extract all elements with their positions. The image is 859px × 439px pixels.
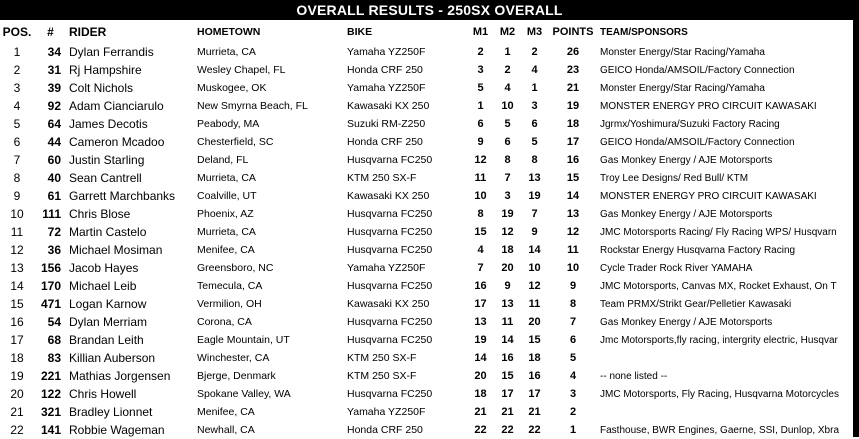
m3-cell: 18 [528,352,541,364]
bike-cell: Yamaha YZ250F [347,262,426,274]
m3-cell: 21 [528,406,541,418]
number-cell: 39 [47,81,61,95]
m3-cell: 19 [528,190,541,202]
rider-cell: Michael Leib [69,279,137,293]
number-cell: 83 [47,351,61,365]
hometown-cell: Phoenix, AZ [197,208,254,220]
team-cell: JMC Motorsports, Canvas MX, Rocket Exhaust, On T [600,280,837,292]
bike-cell: Husqvarna FC250 [347,334,433,346]
m3-cell: 4 [531,64,538,76]
number-cell: 61 [47,189,61,203]
pos-cell: 12 [10,243,24,257]
rider-cell: Jacob Hayes [69,261,139,275]
bike-cell: Husqvarna FC250 [347,154,433,166]
table-row [0,79,853,97]
m3-cell: 15 [528,334,541,346]
m2-cell: 16 [501,352,514,364]
bike-cell: Husqvarna FC250 [347,226,433,238]
rider-cell: Robbie Wageman [69,423,165,437]
points-cell: 9 [569,280,577,292]
m2-cell: 1 [504,46,511,58]
header-m3: M3 [526,26,543,38]
m3-cell: 10 [528,262,541,274]
hometown-cell: Temecula, CA [197,280,263,292]
pos-cell: 20 [10,387,24,401]
points-cell: 15 [566,172,580,184]
m2-cell: 15 [501,370,514,382]
m1-cell: 18 [474,388,487,400]
hometown-cell: Coalville, UT [197,190,257,202]
header-m1: M1 [472,26,489,38]
number-cell: 111 [42,207,61,221]
m3-cell: 11 [528,298,541,310]
team-cell: Monster Energy/Star Racing/Yamaha [600,82,765,94]
m3-cell: 14 [528,244,541,256]
hometown-cell: Corona, CA [197,316,252,328]
m2-cell: 13 [501,298,514,310]
team-cell: Gas Monkey Energy / AJE Motorsports [600,154,773,166]
m3-cell: 8 [531,154,538,166]
team-cell: Rockstar Energy Husqvarna Factory Racing [600,244,796,256]
table-row [0,115,853,133]
m3-cell: 3 [531,100,538,112]
number-cell: 60 [47,153,61,167]
results-table [0,21,853,439]
m2-cell: 17 [501,388,514,400]
points-cell: 12 [566,226,580,238]
pos-cell: 8 [13,171,21,185]
rider-cell: Martin Castelo [69,225,147,239]
right-edge-bar [853,20,859,437]
m2-cell: 12 [501,226,514,238]
number-cell: 170 [40,279,61,293]
hometown-cell: Vermilion, OH [197,298,262,310]
m1-cell: 5 [477,82,484,94]
pos-cell: 3 [13,81,21,95]
hometown-cell: Winchester, CA [197,352,270,364]
team-cell: GEICO Honda/AMSOIL/Factory Connection [600,136,795,148]
table-row [0,385,853,403]
hometown-cell: Murrieta, CA [197,172,256,184]
rider-cell: Garrett Marchbanks [69,189,176,203]
number-cell: 141 [40,423,61,437]
m3-cell: 20 [528,316,541,328]
m1-cell: 16 [474,280,487,292]
m1-cell: 9 [477,136,484,148]
m1-cell: 1 [477,100,484,112]
number-cell: 92 [47,99,61,113]
team-cell: Team PRMX/Strikt Gear/Pelletier Kawasaki [600,298,792,310]
points-cell: 6 [569,334,577,346]
pos-cell: 21 [10,405,24,419]
hometown-cell: New Smyrna Beach, FL [197,100,308,112]
number-cell: 68 [47,333,61,347]
team-cell: Troy Lee Designs/ Red Bull/ KTM [600,172,749,184]
hometown-cell: Peabody, MA [197,118,260,130]
bike-cell: Kawasaki KX 250 [347,298,430,310]
number-cell: 54 [47,315,61,329]
bike-cell: Honda CRF 250 [347,64,423,76]
number-cell: 64 [47,117,61,131]
table-row [0,43,853,61]
m1-cell: 4 [477,244,484,256]
header-m2: M2 [499,26,516,38]
number-cell: 34 [47,45,61,59]
table-row [0,259,853,277]
hometown-cell: Wesley Chapel, FL [197,64,286,76]
number-cell: 31 [47,63,61,77]
points-cell: 3 [569,388,577,400]
header-bike: BIKE [347,26,373,38]
rider-cell: Adam Cianciarulo [69,99,164,113]
rider-cell: Bradley Lionnet [69,405,153,419]
m2-cell: 11 [501,316,514,328]
bike-cell: Husqvarna FC250 [347,388,433,400]
header-pos: POS. [2,25,32,39]
hometown-cell: Eagle Mountain, UT [197,334,290,346]
results-title: OVERALL RESULTS - 250SX OVERALL [0,0,859,20]
table-row [0,367,853,385]
rider-cell: Dylan Merriam [69,315,148,329]
table-row [0,241,853,259]
points-cell: 14 [566,190,580,202]
header-team: TEAM/SPONSORS [600,26,688,38]
points-cell: 21 [566,82,580,94]
header-row [0,21,853,43]
m3-cell: 9 [531,226,538,238]
m2-cell: 22 [501,424,514,436]
m3-cell: 13 [528,172,541,184]
m1-cell: 14 [474,352,487,364]
header-rider: RIDER [69,25,107,39]
bike-cell: Husqvarna FC250 [347,208,433,220]
table-row [0,349,853,367]
team-cell [598,349,853,367]
m1-cell: 7 [477,262,484,274]
bike-cell: Husqvarna FC250 [347,316,433,328]
m3-cell: 2 [531,46,538,58]
bike-cell: Honda CRF 250 [347,136,423,148]
m1-cell: 10 [474,190,487,202]
m2-cell: 6 [504,136,511,148]
table-row [0,403,853,421]
m2-cell: 2 [504,64,511,76]
m3-cell: 17 [528,388,541,400]
number-cell: 471 [40,297,61,311]
m2-cell: 19 [501,208,514,220]
points-cell: 7 [569,316,577,328]
hometown-cell: Menifee, CA [197,244,255,256]
hometown-cell: Muskogee, OK [197,82,267,94]
m1-cell: 3 [477,64,484,76]
bike-cell: Husqvarna FC250 [347,280,433,292]
hometown-cell: Greensboro, NC [197,262,274,274]
pos-cell: 2 [13,63,21,77]
table-row [0,151,853,169]
bike-cell: KTM 250 SX-F [347,172,417,184]
rider-cell: Brandan Leith [69,333,144,347]
rider-cell: Colt Nichols [69,81,134,95]
bike-cell: Yamaha YZ250F [347,82,426,94]
results-body [0,43,853,439]
team-cell: MONSTER ENERGY PRO CIRCUIT KAWASAKI [600,100,817,112]
table-row [0,295,853,313]
pos-cell: 13 [10,261,24,275]
table-row [0,61,853,79]
pos-cell: 14 [10,279,24,293]
m1-cell: 6 [477,118,484,130]
pos-cell: 15 [10,297,24,311]
team-cell: Fasthouse, BWR Engines, Gaerne, SSI, Dunlop, Xbra [600,424,840,436]
header-points: POINTS [552,26,594,38]
bike-cell: Honda CRF 250 [347,424,423,436]
table-row [0,133,853,151]
hometown-cell: Spokane Valley, WA [197,388,291,400]
points-cell: 8 [569,298,577,310]
points-cell: 19 [566,100,580,112]
bike-cell: Husqvarna FC250 [347,244,433,256]
team-cell [598,403,853,421]
rider-cell: Mathias Jorgensen [69,369,171,383]
m2-cell: 21 [501,406,514,418]
pos-cell: 6 [13,135,21,149]
hometown-cell: Deland, FL [197,154,249,166]
team-cell: JMC Motorsports, Fly Racing, Husqvarna Motorcycles [600,388,839,400]
number-cell: 321 [40,405,61,419]
m2-cell: 5 [504,118,511,130]
points-cell: 26 [566,46,580,58]
pos-cell: 7 [13,153,21,167]
bike-cell: Suzuki RM-Z250 [347,118,426,130]
pos-cell: 9 [13,189,21,203]
m2-cell: 8 [504,154,511,166]
table-row [0,169,853,187]
table-row [0,421,853,439]
points-cell: 1 [569,424,577,436]
m3-cell: 1 [531,82,538,94]
m3-cell: 5 [531,136,538,148]
rider-cell: Killian Auberson [69,351,156,365]
pos-cell: 10 [10,207,24,221]
rider-cell: Chris Blose [69,207,131,221]
team-cell: Jgrmx/Yoshimura/Suzuki Factory Racing [600,118,780,130]
team-cell: Monster Energy/Star Racing/Yamaha [600,46,765,58]
m3-cell: 6 [531,118,538,130]
m1-cell: 22 [474,424,487,436]
bike-cell: Yamaha YZ250F [347,46,426,58]
bike-cell: KTM 250 SX-F [347,352,417,364]
points-cell: 11 [567,244,579,256]
points-cell: 10 [566,262,580,274]
team-cell: -- none listed -- [600,370,668,382]
m1-cell: 19 [474,334,487,346]
bike-cell: Kawasaki KX 250 [347,190,430,202]
m1-cell: 11 [474,172,487,184]
points-cell: 23 [566,64,580,76]
bike-cell: Yamaha YZ250F [347,406,426,418]
points-cell: 2 [569,406,577,418]
table-row [0,97,853,115]
m1-cell: 17 [474,298,487,310]
points-cell: 4 [569,370,577,382]
m2-cell: 10 [501,100,514,112]
m1-cell: 12 [474,154,487,166]
points-cell: 17 [566,136,580,148]
table-row [0,331,853,349]
m3-cell: 22 [528,424,541,436]
rider-cell: Dylan Ferrandis [69,45,154,59]
header-number: # [47,25,54,39]
m2-cell: 7 [504,172,511,184]
table-row [0,277,853,295]
points-cell: 18 [566,118,580,130]
team-cell: Jmc Motorsports,fly racing, intergrity electric, Husqvar [600,334,838,346]
m1-cell: 21 [474,406,487,418]
table-row [0,187,853,205]
hometown-cell: Murrieta, CA [197,46,256,58]
pos-cell: 5 [13,117,21,131]
pos-cell: 16 [10,315,24,329]
m2-cell: 4 [504,82,511,94]
m1-cell: 8 [477,208,484,220]
pos-cell: 18 [10,351,24,365]
m3-cell: 7 [531,208,538,220]
number-cell: 122 [40,387,61,401]
table-row [0,205,853,223]
number-cell: 72 [47,225,61,239]
hometown-cell: Murrieta, CA [197,226,256,238]
points-cell: 5 [569,352,577,364]
m2-cell: 20 [501,262,514,274]
m3-cell: 16 [528,370,541,382]
hometown-cell: Chesterfield, SC [197,136,274,148]
m1-cell: 15 [474,226,487,238]
rider-cell: Justin Starling [69,153,145,167]
hometown-cell: Bjerge, Denmark [197,370,276,382]
header-hometown: HOMETOWN [197,26,261,38]
m2-cell: 18 [501,244,514,256]
team-cell: Gas Monkey Energy / AJE Motorsports [600,316,773,328]
number-cell: 36 [47,243,61,257]
pos-cell: 19 [10,369,24,383]
team-cell: MONSTER ENERGY PRO CIRCUIT KAWASAKI [600,190,817,202]
rider-cell: Cameron Mcadoo [69,135,165,149]
number-cell: 156 [40,261,61,275]
m2-cell: 3 [504,190,511,202]
team-cell: JMC Motorsports Racing/ Fly Racing WPS/ Husqvarn [600,226,837,238]
m1-cell: 13 [474,316,487,328]
number-cell: 221 [40,369,61,383]
points-cell: 16 [566,154,580,166]
team-cell: Cycle Trader Rock River YAMAHA [600,262,753,274]
rider-cell: Sean Cantrell [69,171,142,185]
rider-cell: Rj Hampshire [69,63,142,77]
m2-cell: 9 [504,280,511,292]
number-cell: 44 [47,135,61,149]
table-row [0,223,853,241]
team-cell: Gas Monkey Energy / AJE Motorsports [600,208,773,220]
pos-cell: 22 [10,423,24,437]
bike-cell: Kawasaki KX 250 [347,100,430,112]
pos-cell: 17 [10,333,24,347]
pos-cell: 1 [13,45,21,59]
table-row [0,313,853,331]
rider-cell: Michael Mosiman [69,243,163,257]
pos-cell: 11 [10,225,24,239]
rider-cell: James Decotis [69,117,148,131]
points-cell: 13 [566,208,580,220]
pos-cell: 4 [13,99,21,113]
team-cell: GEICO Honda/AMSOIL/Factory Connection [600,64,795,76]
hometown-cell: Menifee, CA [197,406,255,418]
m3-cell: 12 [528,280,541,292]
m2-cell: 14 [501,334,514,346]
m1-cell: 2 [477,46,484,58]
number-cell: 40 [47,171,61,185]
m1-cell: 20 [474,370,487,382]
rider-cell: Logan Karnow [69,297,147,311]
rider-cell: Chris Howell [69,387,137,401]
hometown-cell: Newhall, CA [197,424,255,436]
bike-cell: KTM 250 SX-F [347,370,417,382]
